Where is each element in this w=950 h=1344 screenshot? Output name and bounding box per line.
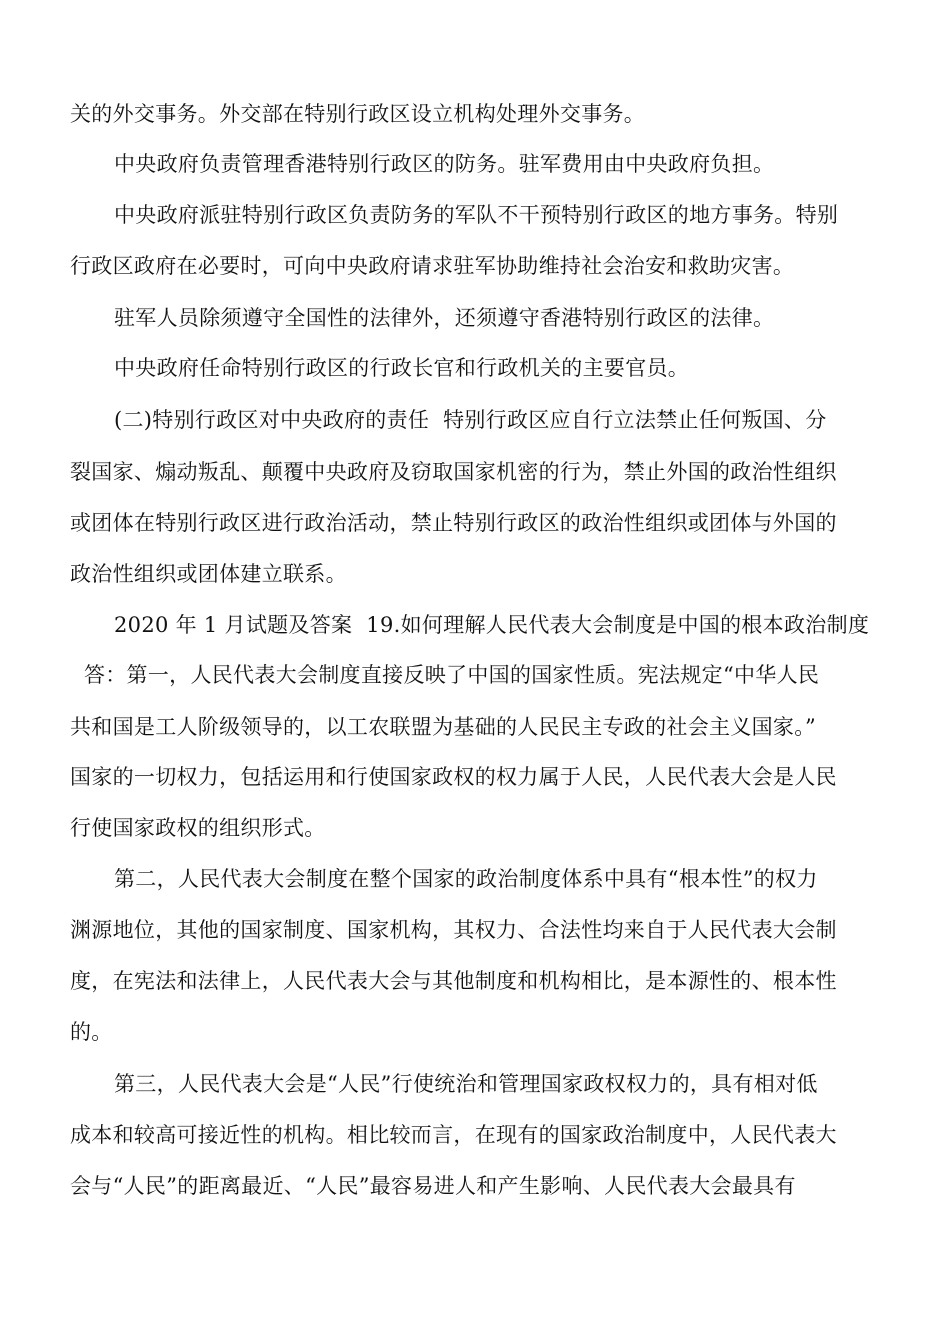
text-line: 中央政府负责管理香港特别行政区的防务。驻军费用由中央政府负担。 xyxy=(114,152,775,176)
text-line: 共和国是工人阶级领导的，以工农联盟为基础的人民民主专政的社会主义国家。” xyxy=(70,715,817,739)
text-line: 渊源地位，其他的国家制度、国家机构，其权力、合法性均来自于人民代表大会制 xyxy=(70,918,837,942)
text-line: (二)特别行政区对中央政府的责任 特别行政区应自行立法禁止任何叛国、分 xyxy=(114,408,827,432)
text-line: 2020 年 1 月试题及答案 19.如何理解人民代表大会制度是中国的根本政治制度 xyxy=(114,613,870,637)
text-line: 行使国家政权的组织形式。 xyxy=(70,816,326,840)
text-line: 答：第一，人民代表大会制度直接反映了中国的国家性质。宪法规定“中华人民 xyxy=(70,663,820,687)
text-line: 裂国家、煽动叛乱、颠覆中央政府及窃取国家机密的行为，禁止外国的政治性组织 xyxy=(70,460,837,484)
text-line: 第三，人民代表大会是“人民”行使统治和管理国家政权权力的，具有相对低 xyxy=(114,1072,818,1096)
text-line: 度，在宪法和法律上，人民代表大会与其他制度和机构相比，是本源性的、根本性 xyxy=(70,969,837,993)
text-line: 驻军人员除须遵守全国性的法律外，还须遵守香港特别行政区的法律。 xyxy=(114,306,775,330)
text-line: 关的外交事务。外交部在特别行政区设立机构处理外交事务。 xyxy=(70,102,646,126)
text-line: 行政区政府在必要时，可向中央政府请求驻军协助维持社会治安和救助灾害。 xyxy=(70,254,795,278)
text-line: 或团体在特别行政区进行政治活动，禁止特别行政区的政治性组织或团体与外国的 xyxy=(70,511,837,535)
text-line: 中央政府派驻特别行政区负责防务的军队不干预特别行政区的地方事务。特别 xyxy=(114,203,839,227)
text-line: 政治性组织或团体建立联系。 xyxy=(70,562,347,586)
text-line: 国家的一切权力，包括运用和行使国家政权的权力属于人民，人民代表大会是人民 xyxy=(70,765,837,789)
text-line: 会与“人民”的距离最近、“人民”最容易进人和产生影响、人民代表大会最具有 xyxy=(70,1174,796,1198)
text-line: 成本和较高可接近性的机构。相比较而言，在现有的国家政治制度中，人民代表大 xyxy=(70,1123,837,1147)
text-line: 第二，人民代表大会制度在整个国家的政治制度体系中具有“根本性”的权力 xyxy=(114,867,818,891)
text-line: 的。 xyxy=(70,1020,113,1044)
text-line: 中央政府任命特别行政区的行政长官和行政机关的主要官员。 xyxy=(114,356,690,380)
